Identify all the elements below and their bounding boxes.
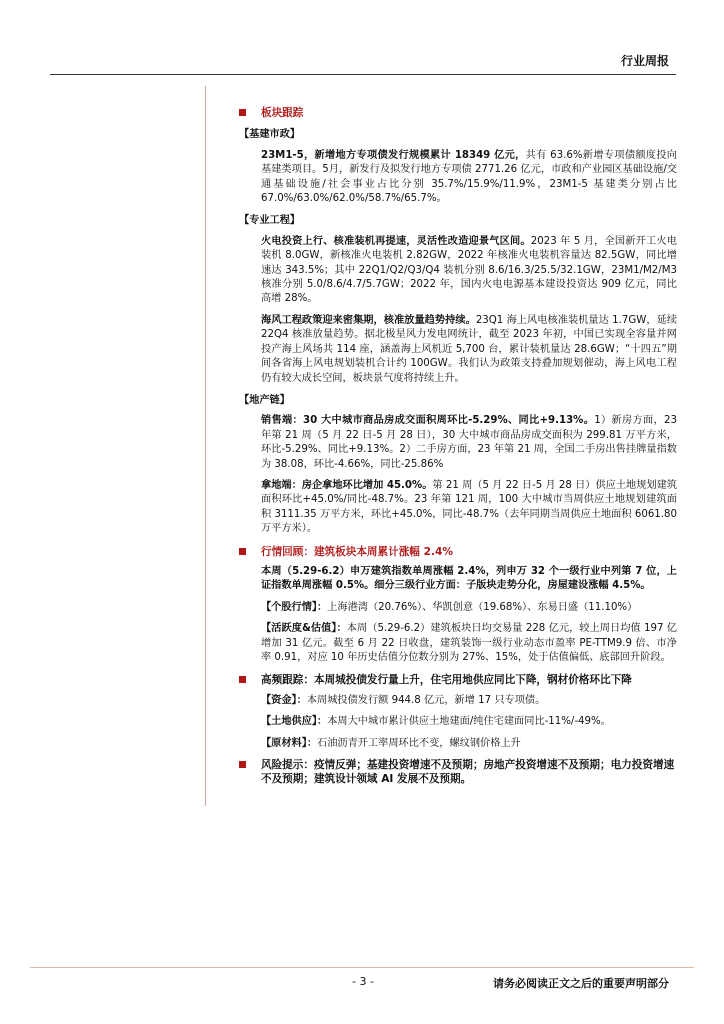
footer-divider bbox=[30, 967, 694, 968]
thermal-text: 2023 年 5 月，全国新开工火电装机 8.0GW，新核准火电装机 2.82GW，2022 年核准火电装机容量达 82.5GW，同比增速达 343.5%；其中 22Q1/Q2/Q3/Q4 装机分别 8.6/16.3/25.5/32.1GW，23M1/M2/M3 核准分别 5.0/8.6/4.7/5.7GW；2022 年，国内火电电源基本建设投资达 909 亿元，同比高增 28%。 bbox=[261, 235, 677, 305]
section-market-review bbox=[237, 545, 677, 559]
infra-lead: 23M1-5，新增地方专项债发行规模累计 18349 亿元， bbox=[261, 149, 526, 161]
section-risk-warning bbox=[237, 758, 677, 787]
valuation-paragraph bbox=[261, 622, 677, 665]
infra-text: 共有 63.6%新增专项债额度投向基建类项目。5月，新发行及拟发行地方专项债 2771.26 亿元，市政和产业园区基础设施/交通基础设施/社会事业占比分别 35.7%/15.9%/11.9%，23M1-5 基建类分别占比 67.0%/63.0%/62.0%/58.7%/65.7%。 bbox=[261, 149, 677, 205]
materials-text: 石油沥青开工率周环比不变，螺纹钢价格上升 bbox=[317, 737, 521, 749]
sales-text: 1）新房方面，23 年第 21 周（5 月 22 日-5 月 28 日），30 大中城市商品房成交面积为 299.81 万平方米，环比-5.29%、同比+9.13%。2）二手房方面，23 年第 21 周，全国二手房出售挂牌量指数为 38.08，环比-4.66%，同比-25.86% bbox=[261, 415, 678, 470]
stock-performance-paragraph bbox=[261, 601, 677, 615]
funding-text: 本周城投债发行额 944.8 亿元，新增 17 只专项债。 bbox=[306, 694, 546, 706]
square-bullet-icon bbox=[239, 676, 246, 683]
page-number: - 3 - bbox=[352, 975, 374, 988]
weekly-index-paragraph bbox=[261, 565, 677, 594]
square-bullet-icon bbox=[239, 109, 246, 116]
funding-label: 【资金】： bbox=[261, 694, 307, 706]
thermal-lead: 火电投资上行、核准装机再提速，灵活性改造迎景气区间。 bbox=[261, 235, 531, 247]
valuation-text: 本周（5.29-6.2）建筑板块日均交易量 228 亿元，较上周日均值 197 亿增加 31 亿元。截至 6 月 22 日收盘，建筑装饰一级行业动态市盈率 PE-TTM9.9 倍、市净率 0.91，对应 10 年历史估值分位数分别为 27%、15%，处于估值偏低、底部回升阶段。 bbox=[261, 623, 677, 663]
square-bullet-icon bbox=[239, 761, 246, 768]
materials-paragraph bbox=[261, 737, 677, 751]
disclaimer-note: 请务必阅读正文之后的重要声明部分 bbox=[493, 977, 669, 990]
square-bullet-icon bbox=[239, 548, 246, 555]
infra-paragraph bbox=[261, 149, 677, 207]
valuation-label: 【活跃度&估值】： bbox=[261, 623, 347, 635]
section-high-frequency bbox=[237, 673, 677, 687]
land-supply-text: 本周大中城市累计供应土地建面/纯住宅建面同比-11%/-49%。 bbox=[327, 716, 611, 728]
land-supply-label: 【土地供应】： bbox=[261, 716, 328, 728]
sales-paragraph bbox=[261, 414, 677, 472]
sales-lead: 销售端：30 大中城市商品房成交面积周环比-5.29%、同比+9.13%。 bbox=[261, 415, 595, 427]
stock-label: 【个股行情】： bbox=[261, 601, 328, 613]
offshore-wind-paragraph bbox=[261, 314, 677, 386]
subsection-engineering-label: 【专业工程】 bbox=[239, 215, 301, 227]
section-title: 风险提示：疫情反弹；基建投资增速不及预期；房地产投资增速不及预期；电力投资增速不及预期；建筑设计领域 AI 发展不及预期。 bbox=[261, 759, 675, 786]
wind-lead: 海风工程政策迎来密集期，核准放量趋势持续。 bbox=[261, 314, 476, 326]
index-lead: 本周（5.29-6.2）申万建筑指数单周涨幅 2.4%，列申万 32 个一级行业中列第 7 位，上证指数单周涨幅 0.5%。细分三级行业方面：子版块走势分化，房屋建设涨幅 4.5%。 bbox=[261, 565, 677, 592]
funding-paragraph bbox=[261, 694, 677, 708]
subsection-infra-label: 【基建市政】 bbox=[239, 129, 301, 141]
stock-text: 上海港湾（20.76%）、华凯创意（19.68%）、东易日盛（11.10%） bbox=[327, 601, 638, 613]
thermal-power-paragraph bbox=[261, 235, 677, 307]
land-text: 第 21 周（5 月 22 日-5 月 28 日）供应土地规划建筑面积环比+45.0%/同比-48.7%。23 年第 121 周，100 大中城市当周供应土地规划建筑面积 3111.35 万平方米，环比+45.0%，同比-48.7%（去年同期当周供应土地面积 6061.80 万平方米）。 bbox=[261, 479, 677, 535]
left-margin-rule bbox=[205, 86, 206, 806]
land-paragraph bbox=[261, 479, 677, 537]
section-title: 板块跟踪 bbox=[261, 107, 304, 119]
section-title: 高频跟踪：本周城投债发行量上升，住宅用地供应同比下降，钢材价格环比下降 bbox=[261, 674, 632, 687]
materials-label: 【原材料】： bbox=[261, 737, 318, 749]
report-body bbox=[237, 106, 677, 787]
land-supply-paragraph bbox=[261, 715, 677, 729]
header-divider bbox=[50, 74, 676, 75]
subsection-realty-label: 【地产链】 bbox=[239, 394, 290, 406]
section-sector-tracking bbox=[237, 106, 677, 120]
report-type-label: 行业周报 bbox=[620, 54, 669, 68]
land-lead: 拿地端：房企拿地环比增加 45.0%。 bbox=[261, 479, 433, 491]
section-title: 行情回顾：建筑板块本周累计涨幅 2.4% bbox=[261, 545, 453, 558]
wind-text: 23Q1 海上风电核准装机量达 1.7GW，延续 22Q4 核准放量趋势。据北极星风力发电网统计，截至 2023 年初，中国已实现全容量并网投产海上风场共 114 座，涵盖海上风机近 5,700 台，累计装机量达 28.6GW；“十四五”期间各省海上风电规划装机合计约 100GW。我们认为政策支持叠加规划催动，海上风电工程仍有较大成长空间，板块景气度将持续上升。 bbox=[261, 314, 678, 384]
